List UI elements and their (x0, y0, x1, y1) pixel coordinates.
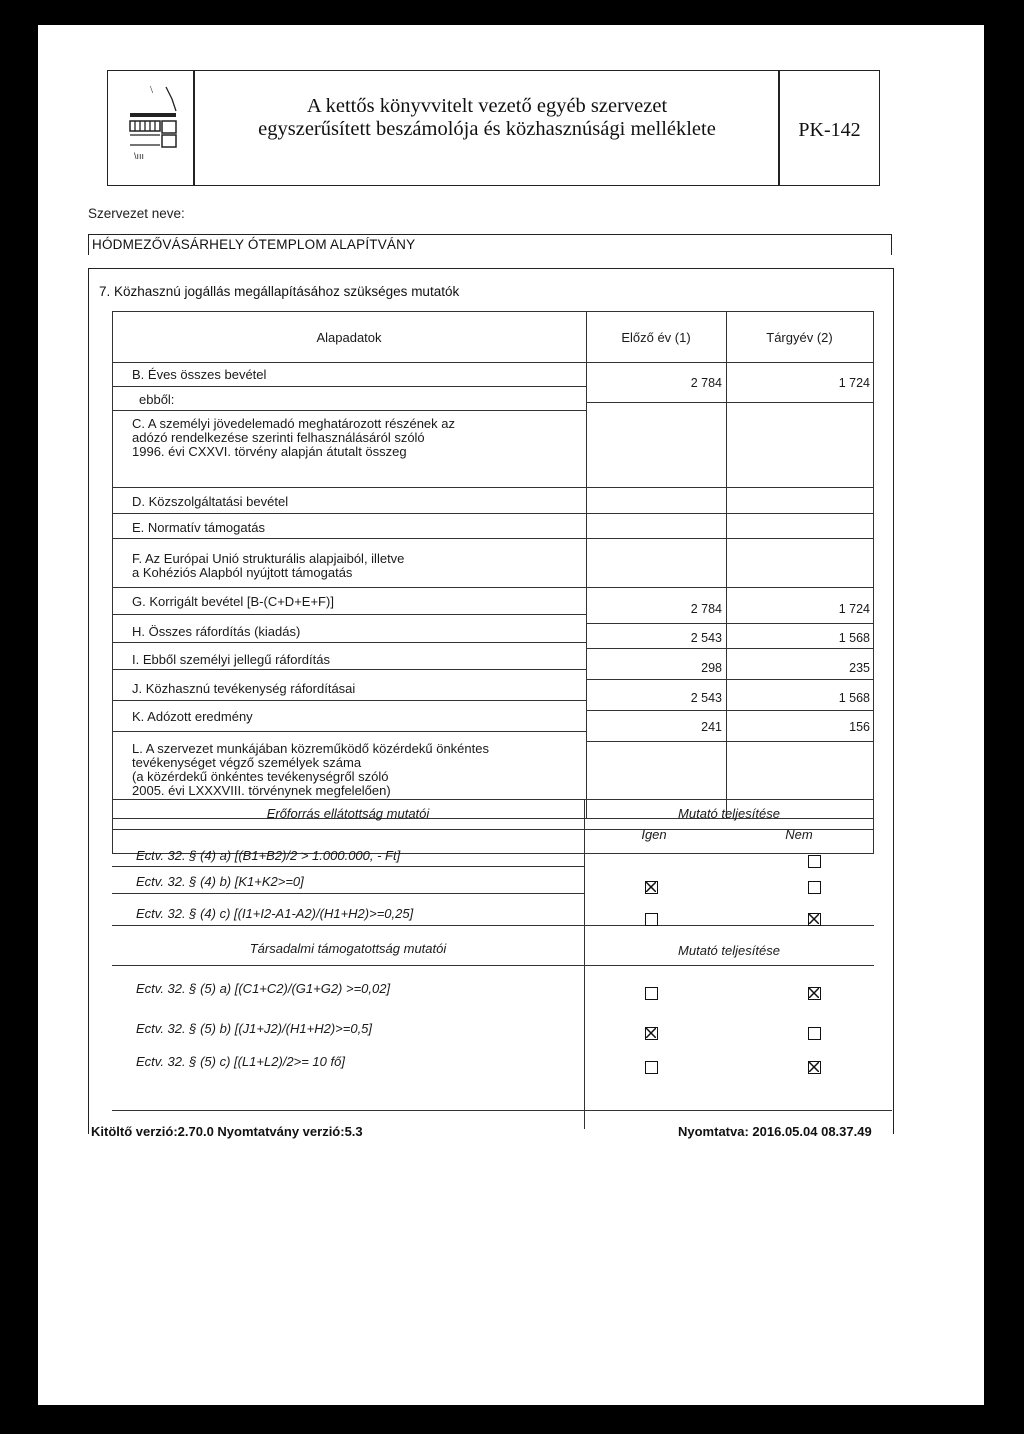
no-header: Nem (785, 827, 813, 842)
indicator-table (112, 311, 874, 819)
row-k-prev: 241 (701, 720, 722, 734)
row-i-curr: 235 (849, 661, 870, 675)
header-title (198, 95, 776, 141)
header-curr-year: Tárgyév (2) (766, 330, 833, 345)
checked-cross-icon (809, 914, 819, 924)
row-g-curr: 1 724 (838, 602, 870, 616)
resource-row-b-no-checkbox[interactable] (808, 881, 821, 894)
header-title-line2: egyszerűsített beszámolója és közhasznúsági melléklete (258, 118, 716, 140)
social-row-b-no-checkbox[interactable] (808, 1027, 821, 1040)
row-i-prev: 298 (701, 661, 722, 675)
row-of-which-label: ebből: (139, 392, 175, 407)
social-row-c-yes-checkbox[interactable] (645, 1061, 658, 1074)
row-i-label: I. Ebből személyi jellegű ráfordítás (132, 652, 330, 667)
checked-cross-icon (809, 988, 819, 998)
svg-text:\: \ (150, 84, 154, 96)
header-title-line1: A kettős könyvvitelt vezető egyéb szervezet (306, 95, 668, 117)
row-e-label: E. Normatív támogatás (132, 520, 265, 535)
yes-header: Igen (641, 827, 667, 842)
row-h-prev: 2 543 (690, 631, 722, 645)
checked-cross-icon (646, 882, 656, 892)
row-c-label-2: adózó rendelkezése szerinti felhasználásáról szóló (132, 430, 425, 445)
social-row-a-label: Ectv. 32. § (5) a) [(C1+C2)/(G1+G2) >=0,02] (136, 981, 391, 996)
row-f-label-2: a Kohéziós Alapból nyújtott támogatás (132, 565, 353, 580)
org-label: Szervezet neve: (88, 206, 185, 221)
row-l-label-3: (a közérdekű önkéntes tevékenységről szóló (132, 769, 389, 784)
row-f-label-1: F. Az Európai Unió strukturális alapjaiból, illetve (132, 551, 405, 566)
row-h-label: H. Összes ráfordítás (kiadás) (132, 624, 301, 639)
social-row-a-yes-checkbox[interactable] (645, 987, 658, 1000)
resource-title: Erőforrás ellátottság mutatói (266, 806, 430, 821)
row-h-curr: 1 568 (838, 631, 870, 645)
row-j-curr: 1 568 (838, 691, 870, 705)
row-l-label-4: 2005. évi LXXXVIII. törvénynek megfelelően) (132, 783, 391, 798)
header-base-data: Alapadatok (316, 330, 382, 345)
checked-cross-icon (809, 1062, 819, 1072)
row-k-label: K. Adózott eredmény (132, 709, 253, 724)
resource-row-b-yes-checkbox[interactable] (645, 881, 658, 894)
row-k-curr: 156 (849, 720, 870, 734)
social-fulfil-title: Mutató teljesítése (678, 943, 780, 958)
row-b-label: B. Éves összes bevétel (132, 367, 267, 382)
org-name-box (88, 234, 892, 255)
svg-text:\ııı: \ııı (134, 151, 145, 161)
resource-row-c-yes-checkbox[interactable] (645, 913, 658, 926)
government-logo-icon (122, 79, 182, 179)
social-title: Társadalmi támogatottság mutatói (249, 941, 447, 956)
footer-printed: Nyomtatva: 2016.05.04 08.37.49 (678, 1124, 872, 1139)
row-l-label-2: tevékenységet végző személyek száma (132, 755, 362, 770)
fulfilment-table (112, 799, 874, 1129)
checked-cross-icon (646, 1028, 656, 1038)
row-l-label-1: L. A szervezet munkájában közreműködő közérdekű önkéntes (132, 741, 489, 756)
resource-row-c-label: Ectv. 32. § (4) c) [(I1+I2-A1-A2)/(H1+H2)>=0,25] (136, 906, 414, 921)
resource-row-c-no-checkbox[interactable] (808, 913, 821, 926)
social-row-c-label: Ectv. 32. § (5) c) [(L1+L2)/2>= 10 fő] (136, 1054, 345, 1069)
form-code: PK-142 (798, 119, 861, 141)
row-j-prev: 2 543 (690, 691, 722, 705)
document-page (38, 25, 984, 1405)
resource-fulfil-title: Mutató teljesítése (678, 806, 780, 821)
resource-row-a-no-checkbox[interactable] (808, 855, 821, 868)
header-box (107, 70, 880, 186)
row-d-label: D. Közszolgáltatási bevétel (132, 494, 289, 509)
footer-version: Kitöltő verzió:2.70.0 Nyomtatvány verzió:5.3 (91, 1124, 363, 1139)
org-name: HÓDMEZŐVÁSÁRHELY ÓTEMPLOM ALAPÍTVÁNY (92, 237, 416, 252)
row-b-curr: 1 724 (838, 376, 870, 390)
social-row-b-yes-checkbox[interactable] (645, 1027, 658, 1040)
row-c-label-1: C. A személyi jövedelemadó meghatározott részének az (132, 416, 456, 431)
social-row-b-label: Ectv. 32. § (5) b) [(J1+J2)/(H1+H2)>=0,5] (136, 1021, 373, 1036)
section-title: 7. Közhasznú jogállás megállapításához szükséges mutatók (99, 284, 460, 299)
resource-row-b-label: Ectv. 32. § (4) b) [K1+K2>=0] (136, 874, 304, 889)
row-j-label: J. Közhasznú tevékenység ráfordításai (132, 681, 356, 696)
row-g-label: G. Korrigált bevétel [B-(C+D+E+F)] (132, 594, 334, 609)
social-row-a-no-checkbox[interactable] (808, 987, 821, 1000)
row-b-prev: 2 784 (690, 376, 722, 390)
row-c-label-3: 1996. évi CXXVI. törvény alapján átutalt összeg (132, 444, 407, 459)
header-prev-year: Előző év (1) (621, 330, 691, 345)
row-g-prev: 2 784 (690, 602, 722, 616)
resource-row-a-label: Ectv. 32. § (4) a) [(B1+B2)/2 > 1.000.000, - Ft] (136, 848, 401, 863)
social-row-c-no-checkbox[interactable] (808, 1061, 821, 1074)
